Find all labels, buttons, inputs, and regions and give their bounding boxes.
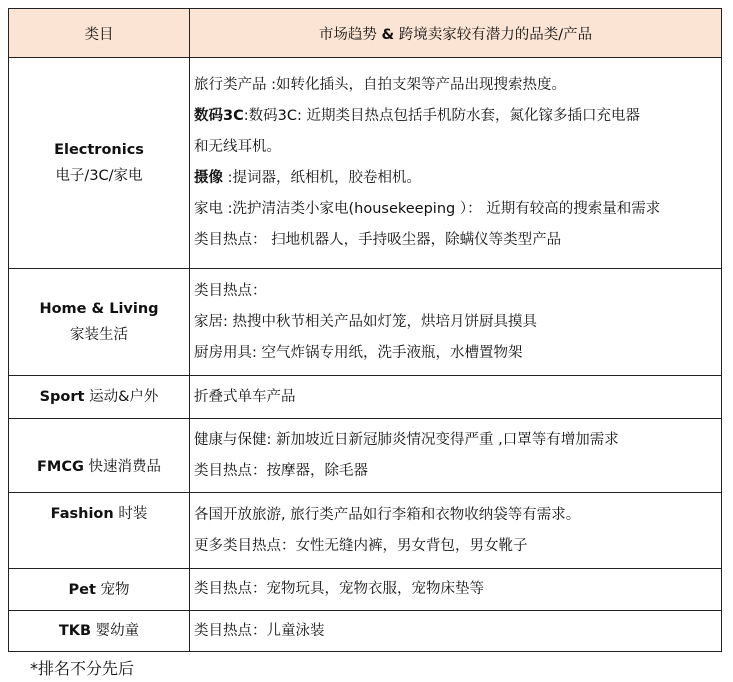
table-row-pet bbox=[9, 569, 722, 611]
header-category: 类目 bbox=[9, 9, 190, 58]
trend-cell-electronics bbox=[190, 58, 722, 269]
trend-line: 类目热点： bbox=[194, 282, 267, 299]
category-cn: 婴幼童 bbox=[91, 623, 140, 639]
trend-line: 类目热点：宠物玩具，宠物衣服，宠物床垫等 bbox=[194, 581, 484, 597]
category-en: TKB bbox=[58, 623, 92, 639]
category-en: Fashion bbox=[50, 506, 114, 522]
category-cn: 快速消费品 bbox=[83, 459, 161, 475]
footnote: *排名不分先后 bbox=[30, 659, 135, 678]
trend-line: 类目热点：儿童泳装 bbox=[194, 622, 325, 639]
trend-line: 家居: 热搜中秋节相关产品如灯笼，烘培月饼厨具摸具 bbox=[194, 313, 537, 330]
trend-line bbox=[194, 101, 721, 132]
category-cell-fmcg bbox=[9, 419, 190, 493]
category-en: Home & Living bbox=[39, 301, 159, 317]
trend-line-rest: :数码3C: 近期类目热点包括手机防水套，氮化镓多插口充电器 bbox=[243, 108, 640, 124]
table-row-tkb bbox=[9, 611, 722, 652]
trend-line-prefix: 数码3C bbox=[194, 108, 244, 124]
trend-line-rest: :提词器，纸相机，胶卷相机。 bbox=[227, 170, 421, 186]
trend-cell-tkb bbox=[190, 611, 722, 652]
trend-line: 家电 :洗护清洁类小家电(housekeeping ）： 近期有较高的搜索量和需求 bbox=[194, 201, 661, 217]
table-row-sport bbox=[9, 376, 722, 419]
category-en: Sport bbox=[39, 389, 85, 405]
header-trend-pre: 市场趋势 bbox=[318, 26, 382, 43]
category-cn: 家装生活 bbox=[70, 327, 128, 343]
category-en: Pet bbox=[68, 581, 96, 598]
trend-line: 厨房用具: 空气炸锅专用纸，洗手液瓶，水槽置物架 bbox=[194, 344, 523, 361]
table-row-fashion bbox=[9, 493, 722, 569]
table-header-row bbox=[9, 9, 722, 58]
trend-line: 更多类目热点：女性无缝内裤，男女背包，男女靴子 bbox=[194, 537, 528, 554]
category-en: Electronics bbox=[54, 142, 144, 158]
trend-line-prefix: 摄像 bbox=[194, 170, 223, 186]
category-cn: 运动&户外 bbox=[84, 389, 159, 405]
trend-line: 类目热点：按摩器，除毛器 bbox=[194, 462, 368, 479]
trend-cell-pet bbox=[190, 569, 722, 611]
category-trend-table bbox=[8, 8, 722, 652]
category-cn: 时装 bbox=[113, 506, 148, 522]
category-en: FMCG bbox=[37, 459, 84, 475]
table-row-fmcg bbox=[9, 419, 722, 493]
header-trend-post: 跨境卖家较有潜力的品类/产品 bbox=[394, 26, 593, 43]
category-cell-home-living bbox=[9, 269, 190, 376]
trend-line: 和无线耳机。 bbox=[194, 139, 281, 155]
category-cell-fashion bbox=[9, 493, 190, 569]
category-cn: 电子/3C/家电 bbox=[55, 168, 143, 184]
trend-line-camera bbox=[194, 163, 721, 194]
category-cell-pet bbox=[9, 569, 190, 611]
category-cell-sport bbox=[9, 376, 190, 419]
trend-line: 折叠式单车产品 bbox=[194, 388, 296, 405]
trend-cell-sport bbox=[190, 376, 722, 419]
trend-cell-fmcg bbox=[190, 419, 722, 493]
category-cell-tkb bbox=[9, 611, 190, 652]
trend-line: 各国开放旅游, 旅行类产品如行李箱和衣物收纳袋等有需求。 bbox=[194, 506, 581, 523]
trend-line: 类目热点： 扫地机器人，手持吸尘器，除螨仪等类型产品 bbox=[194, 232, 562, 248]
header-trend-amp: & bbox=[381, 26, 395, 43]
table-row-home-living bbox=[9, 269, 722, 376]
trend-cell-home-living bbox=[190, 269, 722, 376]
trend-line: 健康与保健: 新加坡近日新冠肺炎情况变得严重 ,口罩等有增加需求 bbox=[194, 431, 619, 448]
table-row-electronics bbox=[9, 58, 722, 269]
trend-line: 旅行类产品 :如转化插头，自拍支架等产品出现搜索热度。 bbox=[194, 77, 566, 93]
category-cell-electronics bbox=[9, 58, 190, 269]
header-trend bbox=[190, 9, 722, 58]
category-cn: 宠物 bbox=[95, 581, 130, 598]
trend-cell-fashion bbox=[190, 493, 722, 569]
